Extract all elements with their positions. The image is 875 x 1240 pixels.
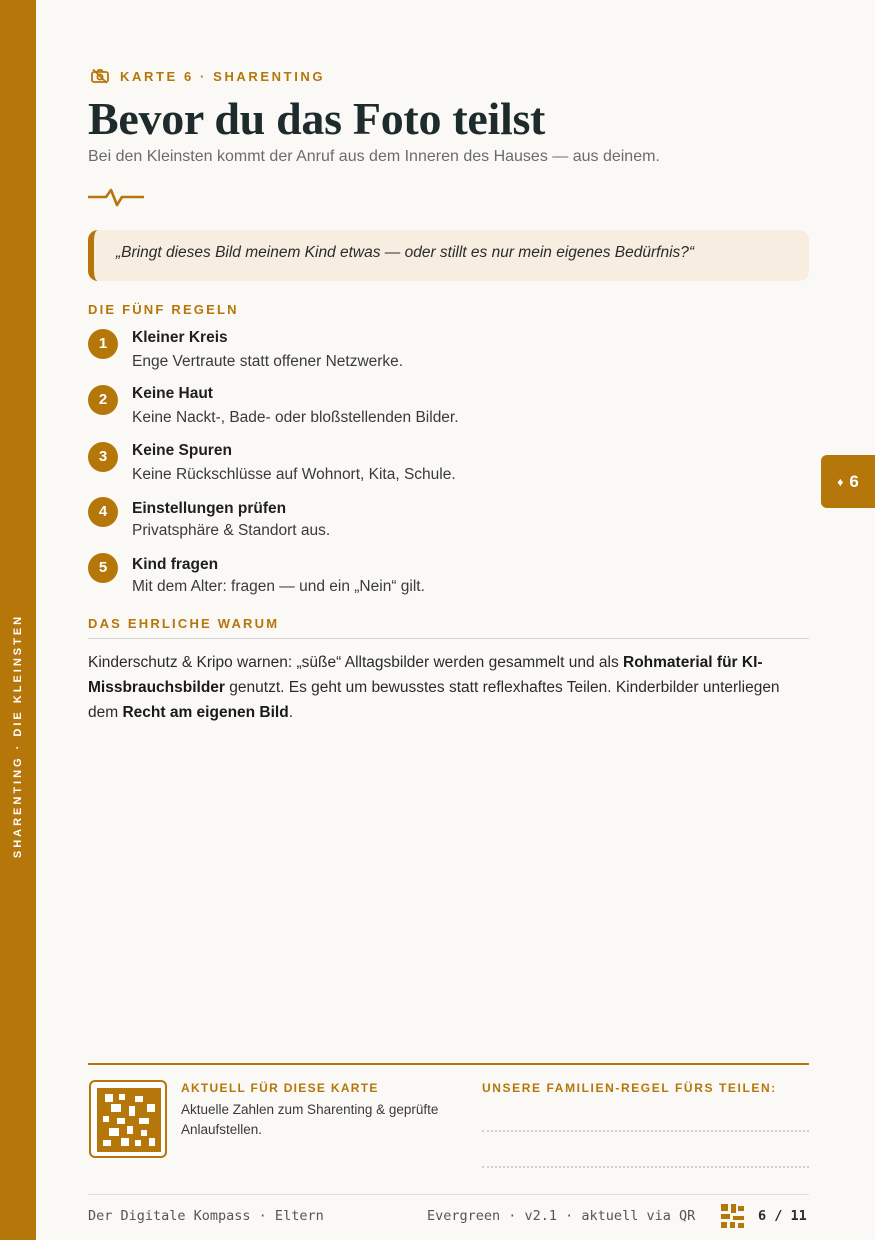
- footer-brand: Der Digitale Kompass · Eltern: [88, 1208, 324, 1224]
- rule-title: Keine Spuren: [132, 442, 232, 459]
- page-number: 6 / 11: [758, 1208, 807, 1224]
- page-title: Bevor du das Foto teilst: [88, 93, 546, 144]
- page-subtitle: Bei den Kleinsten kommt der Anruf aus dem Inneren des Hauses — aus deinem.: [88, 148, 660, 165]
- footer-version: Evergreen · v2.1 · aktuell via QR: [427, 1208, 696, 1224]
- rule-title: Keine Haut: [132, 385, 213, 402]
- rule-number-badge: 4: [88, 497, 118, 527]
- kicker-text: KARTE 6 · SHARENTING: [120, 68, 326, 84]
- card-kicker: [90, 68, 325, 84]
- qr-title: AKTUELL FÜR DIESE KARTE: [181, 1081, 379, 1095]
- qr-description: Aktuelle Zahlen zum Sharenting & geprüfte Anlaufstellen.: [181, 1102, 439, 1137]
- why-paragraph: Kinderschutz & Kripo warnen: „süße“ Alltagsbilder werden gesammelt und als Rohmaterial für KI-Missbrauchsbilder genutzt. Es geht um bewusstes statt reflexhaftes Teilen. Kinderbilder unterliegen dem Recht am eigenen Bild.: [88, 654, 780, 721]
- reflection-quote: „Bringt dieses Bild meinem Kind etwas — oder stillt es nur mein eigenes Bedürfnis?“: [88, 230, 809, 281]
- rule-title: Einstellungen prüfen: [132, 500, 287, 517]
- rule-description: Enge Vertraute statt offener Netzwerke.: [132, 353, 404, 370]
- rule-description: Keine Rückschlüsse auf Wohnort, Kita, Schule.: [132, 466, 456, 483]
- rule-number-badge: 3: [88, 442, 118, 472]
- rule-number-badge: 2: [88, 385, 118, 415]
- rule-number-badge: 1: [88, 329, 118, 359]
- rule-description: Keine Nackt-, Bade- oder bloßstellenden Bilder.: [132, 409, 459, 426]
- card-index-number: 6: [849, 471, 859, 491]
- footer-accent-line: [88, 1063, 809, 1065]
- rule-number-badge: 5: [88, 553, 118, 583]
- spine-bar: [0, 0, 36, 1240]
- family-rule-line[interactable]: [482, 1166, 809, 1168]
- rules-heading: DIE FÜNF REGELN: [88, 302, 239, 317]
- card-index-tab[interactable]: [821, 455, 875, 508]
- emphasis-text: Rohmaterial für KI-Missbrauchsbilder: [88, 654, 763, 696]
- rule-title: Kleiner Kreis: [132, 329, 228, 346]
- rule-title: Kind fragen: [132, 556, 219, 573]
- qr-code[interactable]: [89, 1080, 167, 1158]
- why-heading: DAS EHRLICHE WARUM: [88, 616, 280, 631]
- emphasis-text: Recht am eigenen Bild: [122, 704, 289, 721]
- section-divider: [88, 638, 809, 639]
- qr-code-icon: [91, 1082, 165, 1156]
- footer-divider: [88, 1194, 809, 1195]
- rule-description: Mit dem Alter: fragen — und ein „Nein“ gilt.: [132, 578, 425, 595]
- family-rule-line[interactable]: [482, 1130, 809, 1132]
- diamond-icon: ♦: [837, 474, 844, 489]
- mini-qr-icon: [720, 1203, 746, 1229]
- spine-label: SHARENTING · DIE KLEINSTEN: [12, 613, 24, 859]
- no-camera-icon: [90, 68, 110, 84]
- pulse-line-icon: [88, 186, 144, 208]
- rule-description: Privatsphäre & Standort aus.: [132, 522, 331, 539]
- family-rule-heading: UNSERE FAMILIEN-REGEL FÜRS TEILEN:: [482, 1081, 777, 1095]
